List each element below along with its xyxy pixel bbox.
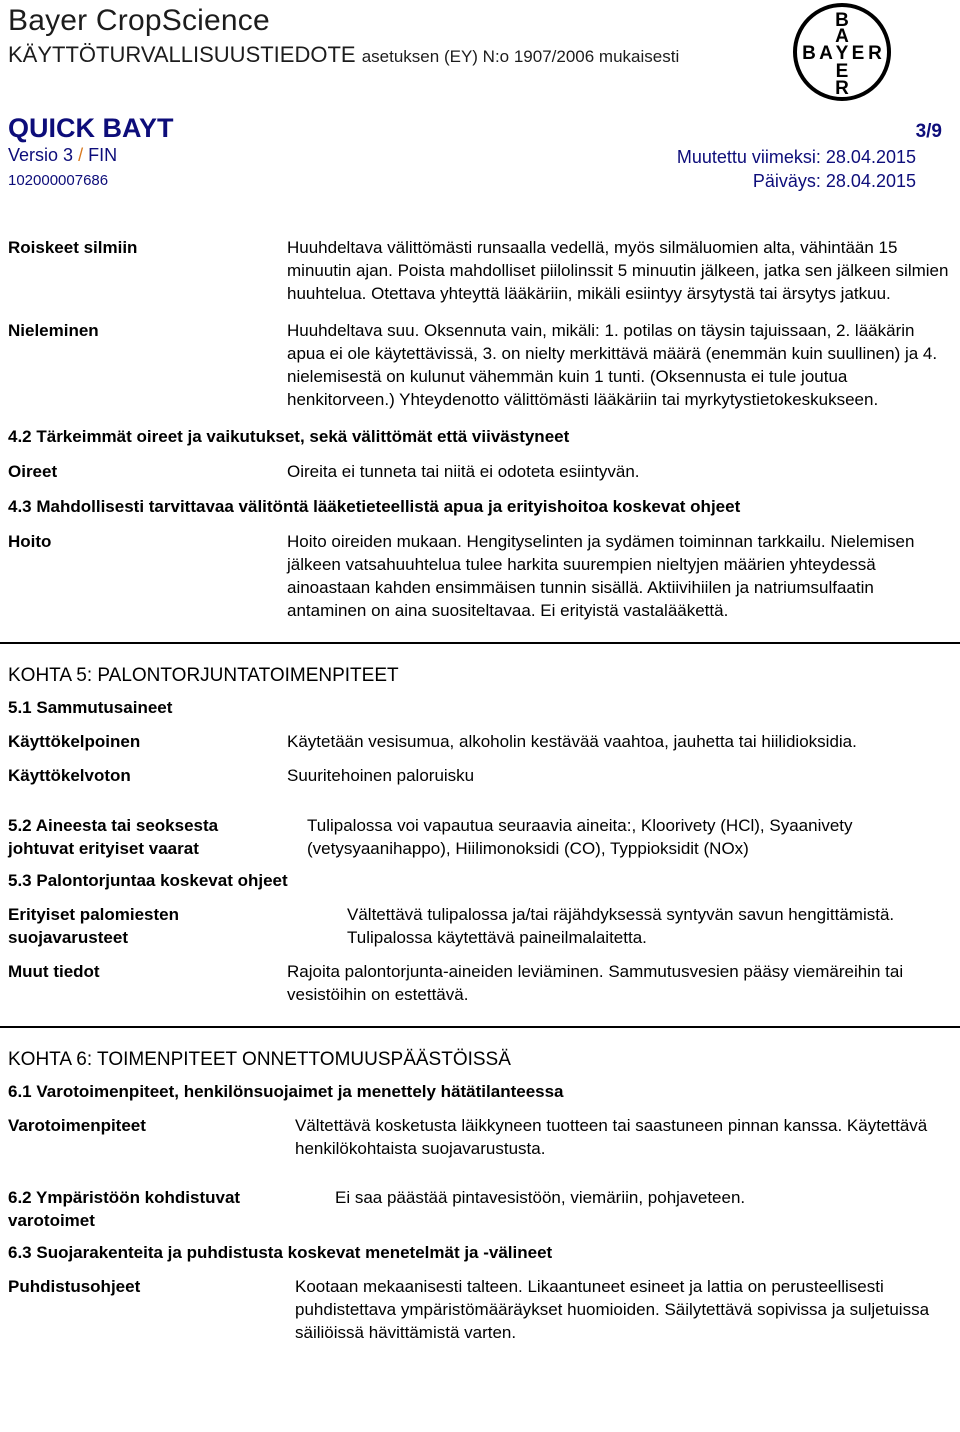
protective-equipment-text: Vältettävä tulipalossa ja/tai räjähdyksessä syntyvän savun hengittämistä. Tulipalossa käytettävä paineilmalaitetta. [347, 905, 895, 947]
eye-contact-row [8, 232, 952, 305]
heading-6-3: 6.3 Suojarakenteita ja puhdistusta koskevat menetelmät ja -välineet [8, 1243, 553, 1262]
document-title-main: KÄYTTÖTURVALLISUUSTIEDOTE [8, 42, 356, 67]
logo-word-e: E [851, 43, 865, 64]
protective-equipment-label: Erityiset palomiesten suojavarusteet [8, 905, 180, 947]
logo-word-a: A [819, 43, 833, 64]
page-number: 3/9 [915, 121, 942, 142]
symptoms-row [8, 460, 952, 483]
precautions-label: Varotoimenpiteet [8, 1116, 146, 1135]
symptoms-label: Oireet [8, 462, 58, 481]
eye-contact-label: Roiskeet silmiin [8, 238, 138, 257]
section-5-title: KOHTA 5: PALONTORJUNTATOIMENPITEET [8, 665, 399, 686]
treatment-row [8, 530, 952, 622]
special-hazards-row [8, 814, 952, 860]
heading-4-2: 4.2 Tärkeimmät oireet ja vaikutukset, sekä välittömät että viivästyneet [8, 427, 570, 446]
document-title-regulation: asetuksen (EY) N:o 1907/2006 mukaisesti [361, 47, 680, 66]
precautions-row [8, 1114, 952, 1160]
environmental-row [8, 1186, 952, 1232]
heading-5-1: 5.1 Sammutusaineet [8, 698, 173, 717]
heading-6-1: 6.1 Varotoimenpiteet, henkilönsuojaimet ja menettely hätätilanteessa [8, 1082, 564, 1101]
eye-contact-text: Huuhdeltava välittömästi runsaalla vedellä, myös silmäluomien alta, vähintään 15 minuutin ajan. Poista mahdolliset piilolinssit 5 minuutin jälkeen, jatka sen jälkeen silmien huuhtelua. Otettava yhteyttä lääkäriin, mikäli esiintyy ärsytystä tai ärsytys jatkuu. [287, 238, 949, 303]
environmental-text: Ei saa päästää pintavesistöön, viemäriin, pohjaveteen. [335, 1188, 746, 1207]
unsuitable-media-row [8, 764, 952, 787]
heading-4-3: 4.3 Mahdollisesti tarvittavaa välitöntä lääketieteellistä apua ja erityishoitoa koskevat ohjeet [8, 497, 741, 516]
logo-letter-top: B [835, 10, 849, 31]
last-modified: Muutettu viimeksi: 28.04.2015 [676, 147, 916, 167]
symptoms-text: Oireita ei tunneta tai niitä ei odoteta esiintyvän. [287, 462, 640, 481]
company-name: Bayer CropScience [8, 4, 270, 37]
version-separator: / [78, 145, 84, 165]
treatment-text: Hoito oireiden mukaan. Hengityselinten ja sydämen toiminnan tarkkailu. Nielemisen jälkeen vatsahuuhtelua tulee harkita suurempien nieltyjen määrien yhteydessä ainoastaan kahden ensimmäisen tunnin sisällä. Aktiivihiilen ja natriumsulfaatin antaminen on aina suositeltavaa. Ei erityistä vastalääkettä. [287, 532, 915, 620]
logo-word-y: Y [835, 43, 849, 64]
logo-letter-bottom: R [835, 78, 849, 99]
other-info-row [8, 960, 952, 1006]
revision-dates [677, 145, 916, 193]
issue-date: Päiväys: 28.04.2015 [752, 171, 916, 191]
logo-letter-e: E [835, 61, 849, 82]
document-title [8, 42, 679, 68]
version-number: 3 [63, 145, 74, 165]
bayer-cross-logo [792, 2, 892, 102]
treatment-label: Hoito [8, 532, 52, 551]
cleanup-label: Puhdistusohjeet [8, 1277, 141, 1296]
product-code: 102000007686 [8, 172, 109, 189]
version-label: Versio [8, 145, 59, 165]
ingestion-row [8, 319, 952, 411]
section-divider-5 [0, 642, 960, 644]
unsuitable-media-label: Käyttökelvoton [8, 766, 131, 785]
version-country: FIN [88, 145, 118, 165]
special-hazards-text: Tulipalossa voi vapautua seuraavia aineita:, Kloorivety (HCl), Syaanivety (vetysyaanihappo), Hiilimonoksidi (CO), Typpioksidit (NOx) [307, 816, 853, 858]
other-info-text: Rajoita palontorjunta-aineiden leviäminen. Sammutusvesien pääsy viemäreihin tai vesistöihin on estettävä. [287, 962, 904, 1004]
other-info-label: Muut tiedot [8, 962, 100, 981]
logo-word-left: B [802, 43, 816, 64]
unsuitable-media-text: Suuritehoinen paloruisku [287, 766, 475, 785]
logo-word-r: R [868, 43, 882, 64]
suitable-media-text: Käytetään vesisumua, alkoholin kestävää vaahtoa, jauhetta tai hiilidioksidia. [287, 732, 857, 751]
ingestion-text: Huuhdeltava suu. Oksennuta vain, mikäli: 1. potilas on täysin tajuissaan, 2. lääkärin apua ei ole käytettävissä, 3. on nielty merkittävä määrä (enemmän kuin suullinen) ja 4. nielemisestä on kulunut vähemmän kuin 1 tunti. (Oksennusta ei tule joutua henkitorveen.) Yhteydenotto välittömästi lääkäriin tai myrkytystietokeskukseen. [287, 321, 938, 409]
cleanup-row [8, 1275, 952, 1344]
logo-letter-a: A [835, 26, 849, 47]
heading-5-3: 5.3 Palontorjuntaa koskevat ohjeet [8, 871, 288, 890]
product-name: QUICK BAYT [8, 113, 174, 143]
cleanup-text: Kootaan mekaanisesti talteen. Likaantuneet esineet ja lattia on perusteellisesti puhdistettava ympäristömääräykset huomioiden. Säilytettävä sopivissa ja suljetuissa säiliöissä hävittämistä varten. [295, 1277, 930, 1342]
suitable-media-label: Käyttökelpoinen [8, 732, 141, 751]
version-info [8, 145, 117, 189]
document-body [8, 232, 952, 1344]
section-6-title: KOHTA 6: TOIMENPITEET ONNETTOMUUSPÄÄSTÖISSÄ [8, 1049, 511, 1070]
protective-equipment-row [8, 903, 952, 949]
suitable-media-row [8, 730, 952, 753]
heading-5-2: 5.2 Aineesta tai seoksesta johtuvat erityiset vaarat [8, 816, 219, 858]
ingestion-label: Nieleminen [8, 321, 99, 340]
precautions-text: Vältettävä kosketusta läikkyneen tuotteen tai saastuneen pinnan kanssa. Käytettävä henkilökohtaista suojavarustusta. [295, 1116, 928, 1158]
section-divider-6 [0, 1026, 960, 1028]
heading-6-2: 6.2 Ympäristöön kohdistuvat varotoimet [8, 1188, 241, 1230]
